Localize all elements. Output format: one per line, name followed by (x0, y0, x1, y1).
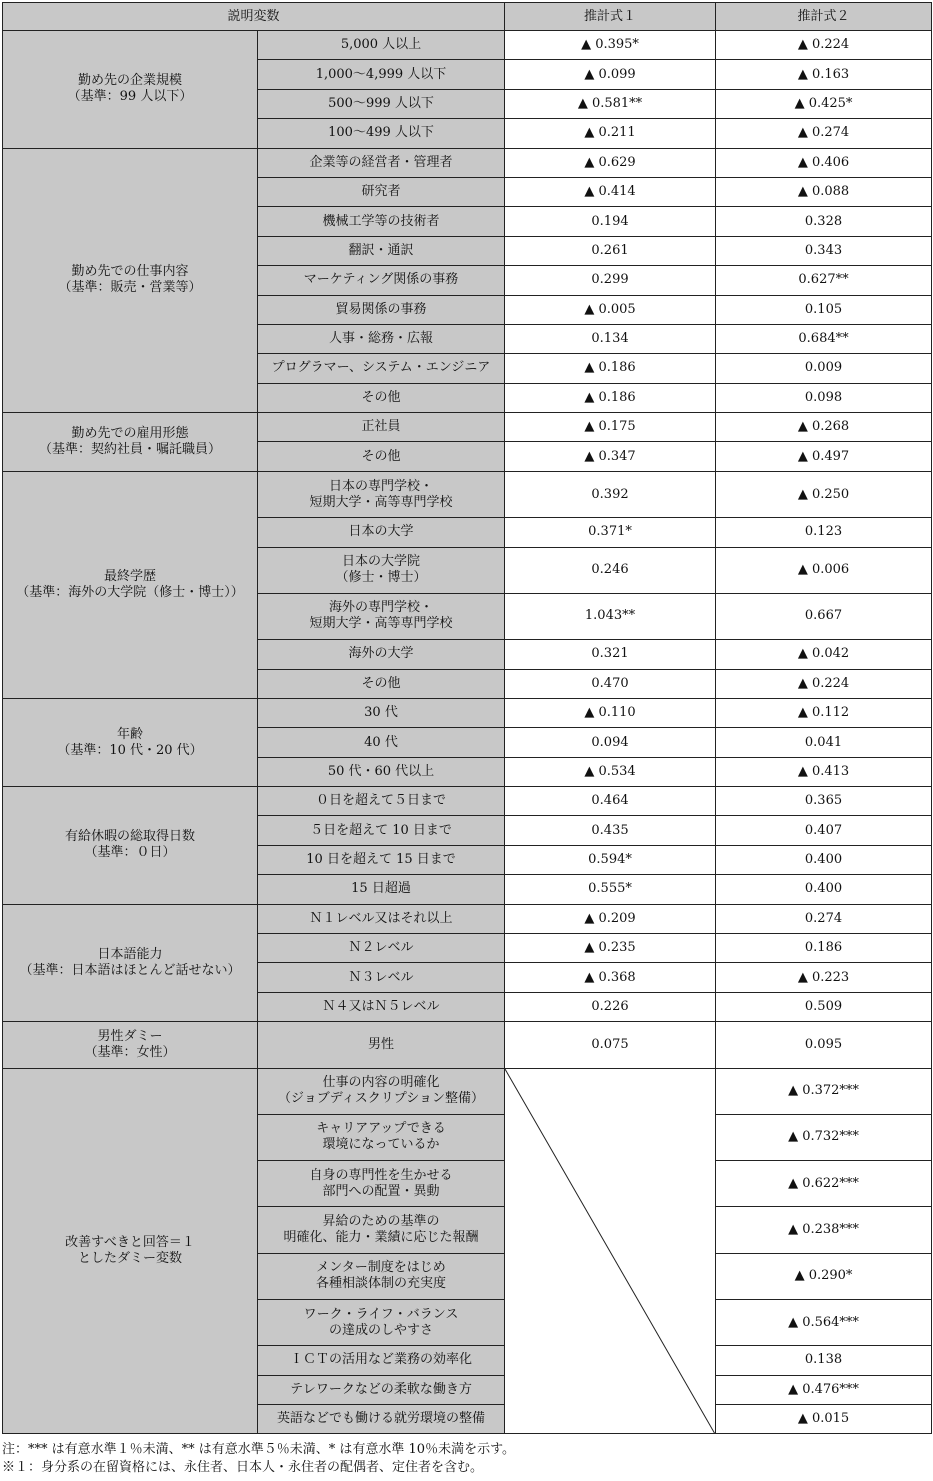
group-label: 勤め先の企業規模 （基準：99 人以下） (3, 31, 258, 149)
table-row (3, 31, 932, 60)
group-label: 勤め先での仕事内容 （基準：販売・営業等） (3, 148, 258, 413)
variable-label: Ｎ２レベル (258, 934, 505, 963)
coef-model-2: ▲ 0.015 (716, 1405, 932, 1434)
coef-model-2: ▲ 0.476*** (716, 1375, 932, 1404)
table-header-row (3, 3, 932, 31)
variable-label: 日本の大学 (258, 518, 505, 547)
note-status-visa: ※１：身分系の在留資格には、永住者、日本人・永住者の配偶者、定住者を含む。 (2, 1460, 484, 1475)
coef-model-1: 0.075 (505, 1022, 716, 1068)
coef-model-2: 0.098 (716, 383, 932, 412)
variable-label: メンター制度をはじめ 各種相談体制の充実度 (258, 1253, 505, 1299)
coef-model-2: 0.627** (716, 266, 932, 295)
variable-label: マーケティング関係の事務 (258, 266, 505, 295)
table-row (3, 904, 932, 933)
variable-label: 正社員 (258, 413, 505, 442)
variable-label: 100～499 人以下 (258, 119, 505, 148)
coef-model-2: 0.400 (716, 875, 932, 904)
coef-model-2: ▲ 0.006 (716, 547, 932, 593)
coef-model-1: ▲ 0.175 (505, 413, 716, 442)
coef-model-1: ▲ 0.414 (505, 177, 716, 206)
coef-model-1: 0.094 (505, 728, 716, 757)
coef-model-2: ▲ 0.112 (716, 698, 932, 727)
coef-model-2: ▲ 0.088 (716, 177, 932, 206)
variable-label: Ｎ１レベル又はそれ以上 (258, 904, 505, 933)
variable-label: 日本の大学院 （修士・博士） (258, 547, 505, 593)
variable-label: プログラマー、システム・エンジニア (258, 354, 505, 383)
coef-model-2: 0.684** (716, 324, 932, 353)
variable-label: 人事・総務・広報 (258, 324, 505, 353)
coef-model-2: ▲ 0.163 (716, 60, 932, 89)
group-label: 勤め先での雇用形態 （基準：契約社員・嘱託職員） (3, 413, 258, 472)
coef-model-2: 0.365 (716, 787, 932, 816)
coef-model-2: ▲ 0.250 (716, 471, 932, 517)
coef-model-2: 0.041 (716, 728, 932, 757)
variable-label: Ｎ３レベル (258, 963, 505, 992)
variable-label: 男性 (258, 1022, 505, 1068)
header-model-2: 推計式２ (716, 3, 932, 31)
variable-label: 日本の専門学校・ 短期大学・高等専門学校 (258, 471, 505, 517)
coef-model-2: 0.667 (716, 593, 932, 639)
variable-label: 40 代 (258, 728, 505, 757)
variable-label: 昇給のための基準の 明確化、能力・業績に応じた報酬 (258, 1207, 505, 1253)
not-estimated-diagonal (505, 1068, 716, 1434)
coef-model-2: ▲ 0.413 (716, 757, 932, 786)
group-label: 日本語能力 （基準：日本語はほとんど話せない） (3, 904, 258, 1022)
variable-label: 機械工学等の技術者 (258, 207, 505, 236)
coef-model-2: 0.095 (716, 1022, 932, 1068)
coef-model-1: ▲ 0.110 (505, 698, 716, 727)
coef-model-1: ▲ 0.186 (505, 383, 716, 412)
coef-model-2: ▲ 0.406 (716, 148, 932, 177)
regression-table (2, 2, 932, 1434)
coef-model-1: 0.555* (505, 875, 716, 904)
coef-model-2: 0.105 (716, 295, 932, 324)
group-label: 男性ダミー （基準：女性） (3, 1022, 258, 1068)
coef-model-1: 0.134 (505, 324, 716, 353)
coef-model-2: ▲ 0.042 (716, 640, 932, 669)
coef-model-1: 0.246 (505, 547, 716, 593)
variable-label: ５日を超えて 10 日まで (258, 816, 505, 845)
coef-model-1: 1.043** (505, 593, 716, 639)
table-body (3, 31, 932, 1434)
coef-model-2: ▲ 0.372*** (716, 1068, 932, 1114)
table-row (3, 787, 932, 816)
note-significance: 注：*** は有意水準１％未満、** は有意水準５％未満、* は有意水準 10％未満を示す。 (2, 1442, 516, 1457)
coef-model-1: ▲ 0.581** (505, 89, 716, 118)
variable-label: その他 (258, 442, 505, 471)
group-label: 年齢 （基準：10 代・20 代） (3, 698, 258, 786)
coef-model-2: 0.009 (716, 354, 932, 383)
variable-label: 企業等の経営者・管理者 (258, 148, 505, 177)
coef-model-2: 0.407 (716, 816, 932, 845)
variable-label: 翻訳・通訳 (258, 236, 505, 265)
table-row (3, 471, 932, 517)
variable-label: ＩＣＴの活用など業務の効率化 (258, 1346, 505, 1375)
coef-model-2: ▲ 0.425* (716, 89, 932, 118)
table-row (3, 148, 932, 177)
coef-model-2: ▲ 0.223 (716, 963, 932, 992)
coef-model-2: ▲ 0.732*** (716, 1114, 932, 1160)
coef-model-1: 0.594* (505, 845, 716, 874)
coef-model-1: ▲ 0.209 (505, 904, 716, 933)
variable-label: 10 日を超えて 15 日まで (258, 845, 505, 874)
coef-model-1: 0.226 (505, 992, 716, 1021)
variable-label: キャリアアップできる 環境になっているか (258, 1114, 505, 1160)
coef-model-2: ▲ 0.268 (716, 413, 932, 442)
coef-model-2: ▲ 0.497 (716, 442, 932, 471)
coef-model-1: ▲ 0.347 (505, 442, 716, 471)
coef-model-1: 0.470 (505, 669, 716, 698)
variable-label: 英語などでも働ける就労環境の整備 (258, 1405, 505, 1434)
coef-model-1: ▲ 0.211 (505, 119, 716, 148)
diagonal-line (505, 1069, 715, 1434)
coef-model-2: 0.343 (716, 236, 932, 265)
variable-label: 貿易関係の事務 (258, 295, 505, 324)
coef-model-1: 0.299 (505, 266, 716, 295)
variable-label: 仕事の内容の明確化 （ジョブディスクリプション整備） (258, 1068, 505, 1114)
coef-model-2: ▲ 0.224 (716, 31, 932, 60)
coef-model-2: ▲ 0.622*** (716, 1161, 932, 1207)
variable-label: 海外の専門学校・ 短期大学・高等専門学校 (258, 593, 505, 639)
variable-label: 5,000 人以上 (258, 31, 505, 60)
group-label: 有給休暇の総取得日数 （基準：０日） (3, 787, 258, 905)
coef-model-1: 0.371* (505, 518, 716, 547)
coef-model-1: 0.194 (505, 207, 716, 236)
variable-label: 15 日超過 (258, 875, 505, 904)
header-variable: 説明変数 (3, 3, 505, 31)
table-notes (2, 1441, 515, 1477)
coef-model-1: ▲ 0.099 (505, 60, 716, 89)
coef-model-1: ▲ 0.005 (505, 295, 716, 324)
variable-label: その他 (258, 669, 505, 698)
table-row (3, 698, 932, 727)
variable-label: 30 代 (258, 698, 505, 727)
coef-model-1: ▲ 0.629 (505, 148, 716, 177)
table-row (3, 1068, 932, 1114)
coef-model-2: 0.138 (716, 1346, 932, 1375)
coef-model-2: ▲ 0.290* (716, 1253, 932, 1299)
coef-model-1: ▲ 0.186 (505, 354, 716, 383)
header-model-1: 推計式１ (505, 3, 716, 31)
group-label: 改善すべきと回答＝１ としたダミー変数 (3, 1068, 258, 1434)
coef-model-1: 0.392 (505, 471, 716, 517)
coef-model-2: ▲ 0.238*** (716, 1207, 932, 1253)
coef-model-1: ▲ 0.534 (505, 757, 716, 786)
variable-label: その他 (258, 383, 505, 412)
group-label: 最終学歴 （基準：海外の大学院（修士・博士）） (3, 471, 258, 698)
coef-model-2: 0.328 (716, 207, 932, 236)
table-row (3, 413, 932, 442)
coef-model-2: ▲ 0.564*** (716, 1300, 932, 1346)
coef-model-1: 0.321 (505, 640, 716, 669)
coef-model-1: 0.261 (505, 236, 716, 265)
coef-model-1: 0.435 (505, 816, 716, 845)
coef-model-1: ▲ 0.235 (505, 934, 716, 963)
variable-label: 1,000～4,999 人以下 (258, 60, 505, 89)
coef-model-2: ▲ 0.274 (716, 119, 932, 148)
coef-model-2: 0.274 (716, 904, 932, 933)
coef-model-2: 0.123 (716, 518, 932, 547)
variable-label: 海外の大学 (258, 640, 505, 669)
coef-model-2: 0.400 (716, 845, 932, 874)
coef-model-2: ▲ 0.224 (716, 669, 932, 698)
variable-label: ０日を超えて５日まで (258, 787, 505, 816)
variable-label: 研究者 (258, 177, 505, 206)
regression-table-container (2, 2, 931, 1434)
variable-label: テレワークなどの柔軟な働き方 (258, 1375, 505, 1404)
coef-model-1: ▲ 0.395* (505, 31, 716, 60)
coef-model-1: 0.464 (505, 787, 716, 816)
variable-label: 50 代・60 代以上 (258, 757, 505, 786)
table-row (3, 1022, 932, 1068)
variable-label: ワーク・ライフ・バランス の達成のしやすさ (258, 1300, 505, 1346)
variable-label: Ｎ４又はＮ５レベル (258, 992, 505, 1021)
coef-model-2: 0.509 (716, 992, 932, 1021)
coef-model-2: 0.186 (716, 934, 932, 963)
variable-label: 500～999 人以下 (258, 89, 505, 118)
coef-model-1: ▲ 0.368 (505, 963, 716, 992)
variable-label: 自身の専門性を生かせる 部門への配置・異動 (258, 1161, 505, 1207)
